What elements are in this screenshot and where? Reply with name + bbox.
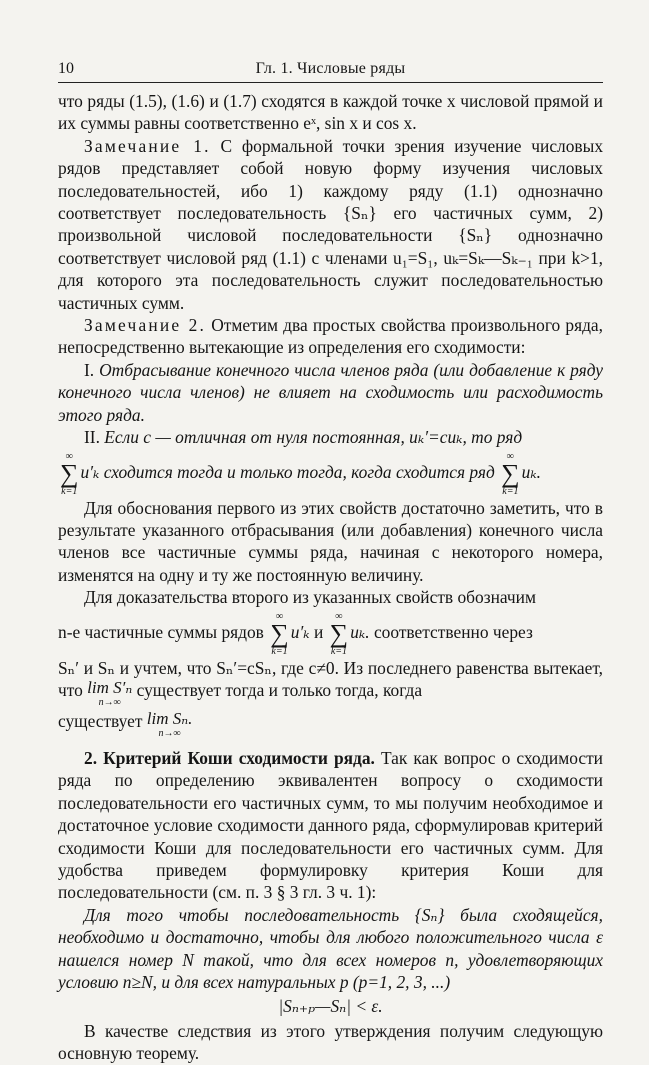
sum-upper-limit: ∞: [335, 610, 343, 622]
property-2: [58, 426, 603, 448]
series-term: uₖ.: [350, 621, 370, 642]
sum-symbol-4: [330, 611, 349, 657]
sum-lower-limit: k=1: [271, 645, 288, 657]
remark-1-label: Замечание 1.: [84, 135, 211, 156]
cauchy-criterion-statement: Для того чтобы последовательность {Sₙ} была сходящейся, необходимо и достаточно, чтобы для любого положительного числа ε нашелся номер N такой, что для всех номеров n, удовлетворяющих условию n≥N, и для всех натуральных p (p=1, 2, 3, ...): [58, 904, 603, 992]
proof-property-2-end: [58, 710, 603, 739]
limit-expression-1: [87, 679, 132, 708]
remark-2: [58, 314, 603, 359]
sum-upper-limit: ∞: [506, 450, 514, 462]
sigma-icon: ∑: [329, 618, 349, 648]
page-header: [58, 56, 603, 83]
proof-property-2-body: [58, 657, 603, 708]
sigma-icon: ∑: [60, 458, 79, 488]
sum-upper-limit: ∞: [275, 610, 284, 622]
property-2-formula-line: [58, 451, 603, 497]
remark-1: [58, 135, 603, 314]
series-term: uₖ.: [521, 461, 542, 482]
proof-property-2-intro: Для доказательства второго из указанных свойств обозначим: [84, 587, 536, 608]
remark-2-text: Отметим два простых свойства произвольного ряда, непосредственно вытекающие из определения его сходимости:: [58, 315, 604, 358]
sum-lower-limit: k=1: [502, 485, 519, 497]
sum-upper-limit: ∞: [65, 450, 73, 462]
book-page: [58, 56, 604, 1064]
limit-word: lim Sₙ.: [146, 708, 193, 728]
limit-subscript: n→∞: [158, 727, 181, 739]
property-2-text-cont: сходится тогда и только тогда, когда сходится ряд: [99, 461, 500, 482]
series-term-primed: u′ₖ: [290, 621, 310, 642]
respectively-text: соответственно через: [369, 621, 533, 642]
paragraph-series-convergence: что ряды (1.5), (1.6) и (1.7) сходятся в каждой точке x числовой прямой и их суммы равны соответственно eˣ, sin x и cos x.: [58, 91, 603, 134]
page-body: [58, 90, 603, 1065]
property-1: [58, 359, 603, 426]
sum-lower-limit: k=1: [61, 485, 78, 497]
section-text: Так как вопрос о сходимости ряда по определению эквивалентен вопросу о сходимости последовательности его частичных сумм, то мы получим необходимое и достаточное условие сходимости данного ряда, сформулировав критерий сходимости Коши для последовательности его частичных сумм. Для удобства приведем формулировку критерия Коши для последовательности (см. п. 3 § 3 гл. 3 ч. 1):: [58, 747, 603, 903]
property-2-number: II.: [84, 427, 100, 448]
sum-symbol-3: [270, 611, 289, 657]
paragraph-corollary: В качестве следствия из этого утверждения получим следующую основную теорему.: [58, 1020, 603, 1064]
running-title: Гл. 1. Числовые ряды: [255, 60, 406, 77]
sum-lower-limit: k=1: [330, 645, 348, 657]
exists-text: существует: [58, 710, 147, 731]
limit-word: lim S′ₙ: [87, 677, 133, 697]
series-term-primed: u′ₖ: [80, 461, 100, 482]
property-1-text: Отбрасывание конечного числа членов ряда (или добавление к ряду конечного числа членов) не влияет на сходимость или расходимость этого ряда.: [58, 359, 603, 425]
sigma-icon: ∑: [270, 618, 289, 648]
proof-property-2-text-cont: существует тогда и только тогда, когда: [132, 679, 423, 700]
remark-2-label: Замечание 2.: [84, 315, 207, 336]
conjunction-text: и: [309, 621, 328, 642]
limit-subscript: n→∞: [98, 696, 121, 708]
remark-1-text: С формальной точки зрения изучение числовых рядов представляет собой новую форму изучения числовых последовательностей, ибо 1) каждому ряду (1.1) однозначно соответствует последовательность {Sₙ} его частичных сумм, 2) произвольной числовой последовательности {Sₙ} однозначно соответствует числовой ряд (1.1) с членами u₁=S₁, uₖ=Sₖ—Sₖ₋₁ при k>1, для которого эта последовательность служит последовательностью частичных сумм.: [58, 135, 604, 313]
property-2-text: Если c — отличная от нуля постоянная, uₖ′=cuₖ, то ряд: [99, 427, 523, 448]
proof-property-2-formula-line: [58, 611, 603, 657]
limit-expression-2: [147, 710, 193, 739]
partial-sums-text: n-е частичные суммы рядов: [58, 621, 269, 642]
proof-property-1: Для обоснования первого из этих свойств достаточно заметить, что в результате указанного отбрасывания (или добавления) конечного числа членов все частичные суммы ряда, начиная с некоторого номера, изменятся на одну и ту же постоянную величину.: [58, 497, 603, 585]
sum-symbol-2: [501, 451, 520, 497]
cauchy-formula: |Sₙ₊ₚ—Sₙ| < ε.: [278, 996, 383, 1017]
section-heading: 2. Критерий Коши сходимости ряда.: [84, 747, 375, 768]
section-cauchy-criterion: [58, 747, 603, 904]
page-number: 10: [58, 60, 74, 77]
sum-symbol-1: [60, 451, 79, 497]
proof-property-2-text: Sₙ′ и Sₙ и учтем, что Sₙ′=cSₙ, где c≠0. Из последнего равенства вытекает, что: [58, 657, 603, 700]
property-1-number: I.: [84, 359, 95, 380]
sigma-icon: ∑: [501, 458, 520, 488]
